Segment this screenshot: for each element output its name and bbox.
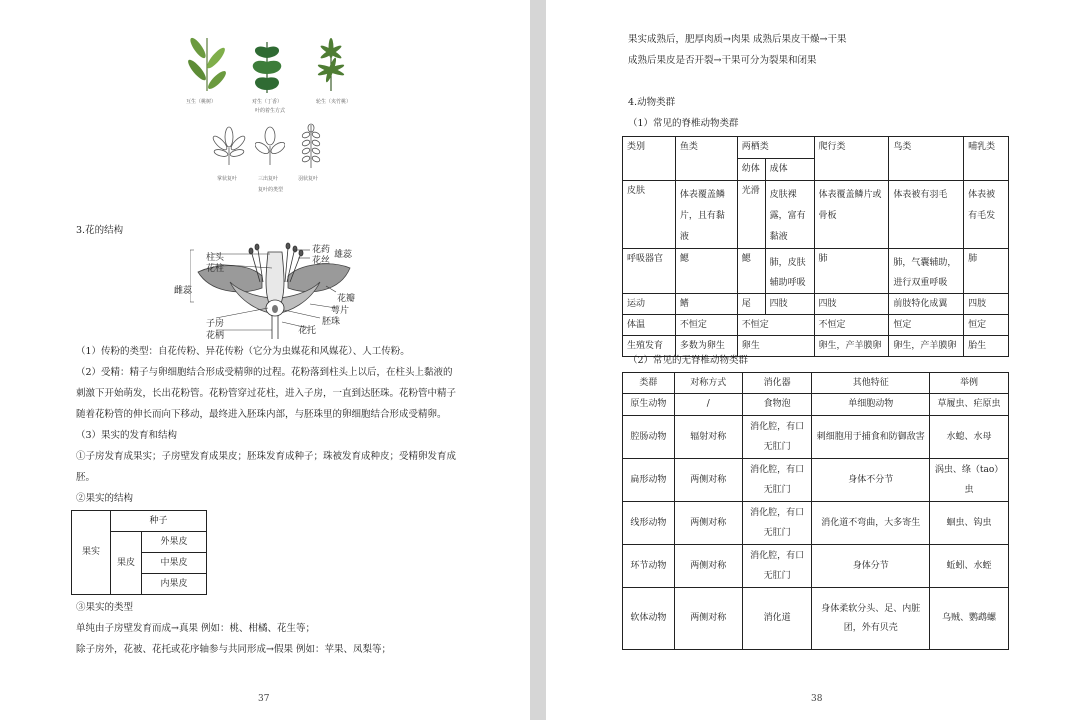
cell: 前肢特化成翼	[889, 294, 964, 315]
row-label-locomotion: 运动	[623, 294, 676, 315]
fertilization-line-2: 刺激下开始萌发，长出花粉管。花粉管穿过花柱，进入子房，一直到达胚珠。花粉管中精子	[76, 388, 457, 399]
flower-heading: 3.花的结构	[76, 225, 124, 236]
cell: 消化腔，有口无肛门	[742, 502, 812, 545]
table-row	[623, 502, 1009, 545]
seed-cell: 种子	[111, 511, 207, 532]
cell: 卵生，产羊膜卵	[814, 336, 889, 357]
table-row	[623, 181, 1009, 249]
cell: 体表覆盖鳞片或骨板	[814, 181, 889, 249]
cell: 不恒定	[737, 315, 814, 336]
cell: 单细胞动物	[812, 394, 930, 416]
receptacle-label: 花托	[298, 326, 317, 336]
vertebrate-table	[622, 136, 1009, 357]
petal-label: 花瓣	[337, 294, 356, 304]
cell: 水螅、水母	[930, 416, 1009, 459]
alternate-leaf-illustration	[183, 36, 231, 92]
table-row	[623, 394, 1009, 416]
cell: 涡虫、绦（tao）虫	[930, 459, 1009, 502]
alternate-caption: 互生（桃树）	[186, 99, 217, 105]
cell: 卵生	[737, 336, 814, 357]
table-row	[623, 315, 1009, 336]
cell: 光滑	[737, 181, 765, 249]
cell: 消化道不弯曲，大多寄生	[812, 502, 930, 545]
palmate-leaf-illustration	[212, 126, 246, 166]
fertilization-line-1: （2）受精：精子与卵细胞结合形成受精卵的过程。花粉落到柱头上以后，在柱头上黏液的	[76, 367, 453, 378]
animal-section-heading: 4.动物类群	[628, 97, 676, 108]
cell: 食物泡	[742, 394, 812, 416]
cell: 体表被有毛发	[964, 181, 1009, 249]
cell: 原生动物	[623, 394, 675, 416]
page-38	[546, 0, 1080, 720]
inv-header-examples: 举例	[930, 373, 1009, 394]
cell: 不恒定	[675, 315, 737, 336]
sepal-label: 萼片	[331, 306, 350, 316]
header-bird: 鸟类	[889, 137, 964, 181]
compound-leaf-title: 复叶的类型	[258, 187, 284, 193]
stamen-label: 雄蕊	[334, 250, 353, 260]
cell: 多数为卵生	[675, 336, 737, 357]
cell: 蚯蚓、水蛭	[930, 545, 1009, 588]
pollination-paragraph: （1）传粉的类型：自花传粉、异花传粉（它分为虫媒花和风媒花）、人工传粉。	[76, 346, 410, 357]
fruit-development-heading: （3）果实的发育和结构	[76, 430, 178, 441]
cell: 线形动物	[623, 502, 675, 545]
cell: 肺	[964, 249, 1009, 294]
fruit-development-line-1: ①子房发育成果实；子房壁发育成果皮；胚珠发育成种子；珠被发育成种皮；受精卵发育成	[76, 451, 457, 462]
cell: 消化腔，有口无肛门	[742, 545, 812, 588]
cell: 两侧对称	[674, 545, 742, 588]
cell: 环节动物	[623, 545, 675, 588]
row-label-skin: 皮肤	[623, 181, 676, 249]
cell: 鳃	[737, 249, 765, 294]
trifoliate-leaf-illustration	[255, 126, 285, 166]
header-amphibian: 两栖类	[737, 137, 814, 159]
anther-label: 花药	[312, 245, 331, 255]
page-37	[0, 0, 530, 720]
inv-header-symmetry: 对称方式	[674, 373, 742, 394]
exocarp-cell: 外果皮	[142, 532, 207, 553]
cell: 辐射对称	[674, 416, 742, 459]
cell: 胎生	[964, 336, 1009, 357]
cell: 鳍	[675, 294, 737, 315]
inv-header-features: 其他特征	[812, 373, 930, 394]
leaf-arrangement-title: 叶的着生方式	[255, 108, 286, 114]
cell: 扁形动物	[623, 459, 675, 502]
cell: 恒定	[964, 315, 1009, 336]
cell: 不恒定	[814, 315, 889, 336]
cell: 体表覆盖鳞片，且有黏液	[675, 181, 737, 249]
table-row	[623, 294, 1009, 315]
header-mammal: 哺乳类	[964, 137, 1009, 181]
fruit-structure-table	[71, 510, 207, 595]
stigma-label: 柱头	[206, 253, 225, 263]
invertebrate-subheading: （2）常见的无脊椎动物类群	[628, 355, 749, 366]
table-row	[623, 249, 1009, 294]
row-label-respiration: 呼吸器官	[623, 249, 676, 294]
cell: 四肢	[964, 294, 1009, 315]
cell: 软体动物	[623, 588, 675, 650]
whorled-leaf-illustration	[307, 38, 355, 92]
cell: /	[674, 394, 742, 416]
pistil-label: 雌蕊	[174, 286, 193, 296]
pinnate-caption: 羽状复叶	[298, 176, 319, 182]
cell: 消化腔，有口无肛门	[742, 416, 812, 459]
page-number-38: 38	[811, 694, 823, 704]
opposite-leaf-illustration	[245, 40, 289, 94]
fertilization-line-3: 随着花粉管的伸长而向下移动，最终进入胚珠内部，与胚珠里的卵细胞结合形成受精卵。	[76, 409, 447, 420]
trifoliate-caption: 三出复叶	[258, 176, 279, 182]
inv-header-digestive: 消化器	[742, 373, 812, 394]
fruit-structure-heading: ②果实的结构	[76, 493, 134, 504]
cell: 身体柔软分头、足、内脏团，外有贝壳	[812, 588, 930, 650]
cell: 体表被有羽毛	[889, 181, 964, 249]
pedicel-label: 花柄	[206, 331, 225, 341]
table-row	[623, 416, 1009, 459]
cell: 四肢	[765, 294, 814, 315]
invertebrate-table	[622, 372, 1009, 650]
cell: 腔肠动物	[623, 416, 675, 459]
cell: 乌贼、鹦鹉螺	[930, 588, 1009, 650]
table-row	[623, 459, 1009, 502]
whorled-caption: 轮生（夹竹桃）	[316, 99, 352, 105]
page-gutter	[530, 0, 546, 720]
header-reptile: 爬行类	[814, 137, 889, 181]
table-row	[623, 588, 1009, 650]
inv-header-group: 类群	[623, 373, 675, 394]
cell: 刺细胞用于捕食和防御敌害	[812, 416, 930, 459]
opposite-caption: 对生（丁香）	[252, 99, 283, 105]
page-number-37: 37	[258, 694, 270, 704]
cell: 两侧对称	[674, 588, 742, 650]
cell: 尾	[737, 294, 765, 315]
ovary-label: 子房	[206, 319, 225, 329]
cell: 四肢	[814, 294, 889, 315]
mesocarp-cell: 中果皮	[142, 553, 207, 574]
pericarp-cell: 果皮	[111, 532, 142, 595]
fruit-types-heading: ③果实的类型	[76, 602, 134, 613]
style-label: 花柱	[206, 264, 225, 274]
cell: 两侧对称	[674, 459, 742, 502]
fruit-type-line-1: 果实成熟后，肥厚肉质→肉果 成熟后果皮干燥→干果	[628, 34, 847, 45]
table-row	[623, 545, 1009, 588]
header-adult: 成体	[765, 159, 814, 181]
cell: 恒定	[889, 315, 964, 336]
fruit-type-line-2: 成熟后果皮是否开裂→干果可分为裂果和闭果	[628, 55, 817, 66]
row-label-reproduction: 生殖发育	[623, 336, 676, 357]
ovule-label: 胚珠	[322, 317, 341, 327]
cell: 身体分节	[812, 545, 930, 588]
cell: 消化道	[742, 588, 812, 650]
table-row	[623, 336, 1009, 357]
header-category: 类别	[623, 137, 676, 181]
palmate-caption: 掌状复叶	[217, 176, 238, 182]
true-fruit-line: 单纯由子房壁发育而成→真果 例如：桃、柑橘、花生等；	[76, 623, 315, 634]
cell: 皮肤裸露，富有黏液	[765, 181, 814, 249]
cell: 肺，气囊辅助，进行双重呼吸	[889, 249, 964, 294]
cell: 两侧对称	[674, 502, 742, 545]
header-fish: 鱼类	[675, 137, 737, 181]
fruit-development-line-2: 胚。	[76, 472, 96, 483]
cell: 身体不分节	[812, 459, 930, 502]
vertebrate-subheading: （1）常见的脊椎动物类群	[628, 118, 739, 129]
filament-label: 花丝	[312, 256, 331, 266]
header-larva: 幼体	[737, 159, 765, 181]
false-fruit-line: 除子房外，花被、花托或花序轴参与共同形成→假果 例如：苹果、凤梨等；	[76, 644, 391, 655]
cell: 卵生，产羊膜卵	[889, 336, 964, 357]
cell: 肺	[814, 249, 889, 294]
cell: 蛔虫、钩虫	[930, 502, 1009, 545]
cell: 消化腔，有口无肛门	[742, 459, 812, 502]
fruit-cell: 果实	[72, 511, 111, 595]
row-label-temperature: 体温	[623, 315, 676, 336]
cell: 草履虫、疟原虫	[930, 394, 1009, 416]
endocarp-cell: 内果皮	[142, 574, 207, 595]
cell: 肺，皮肤辅助呼吸	[765, 249, 814, 294]
cell: 鳃	[675, 249, 737, 294]
pinnate-leaf-illustration	[300, 123, 322, 169]
